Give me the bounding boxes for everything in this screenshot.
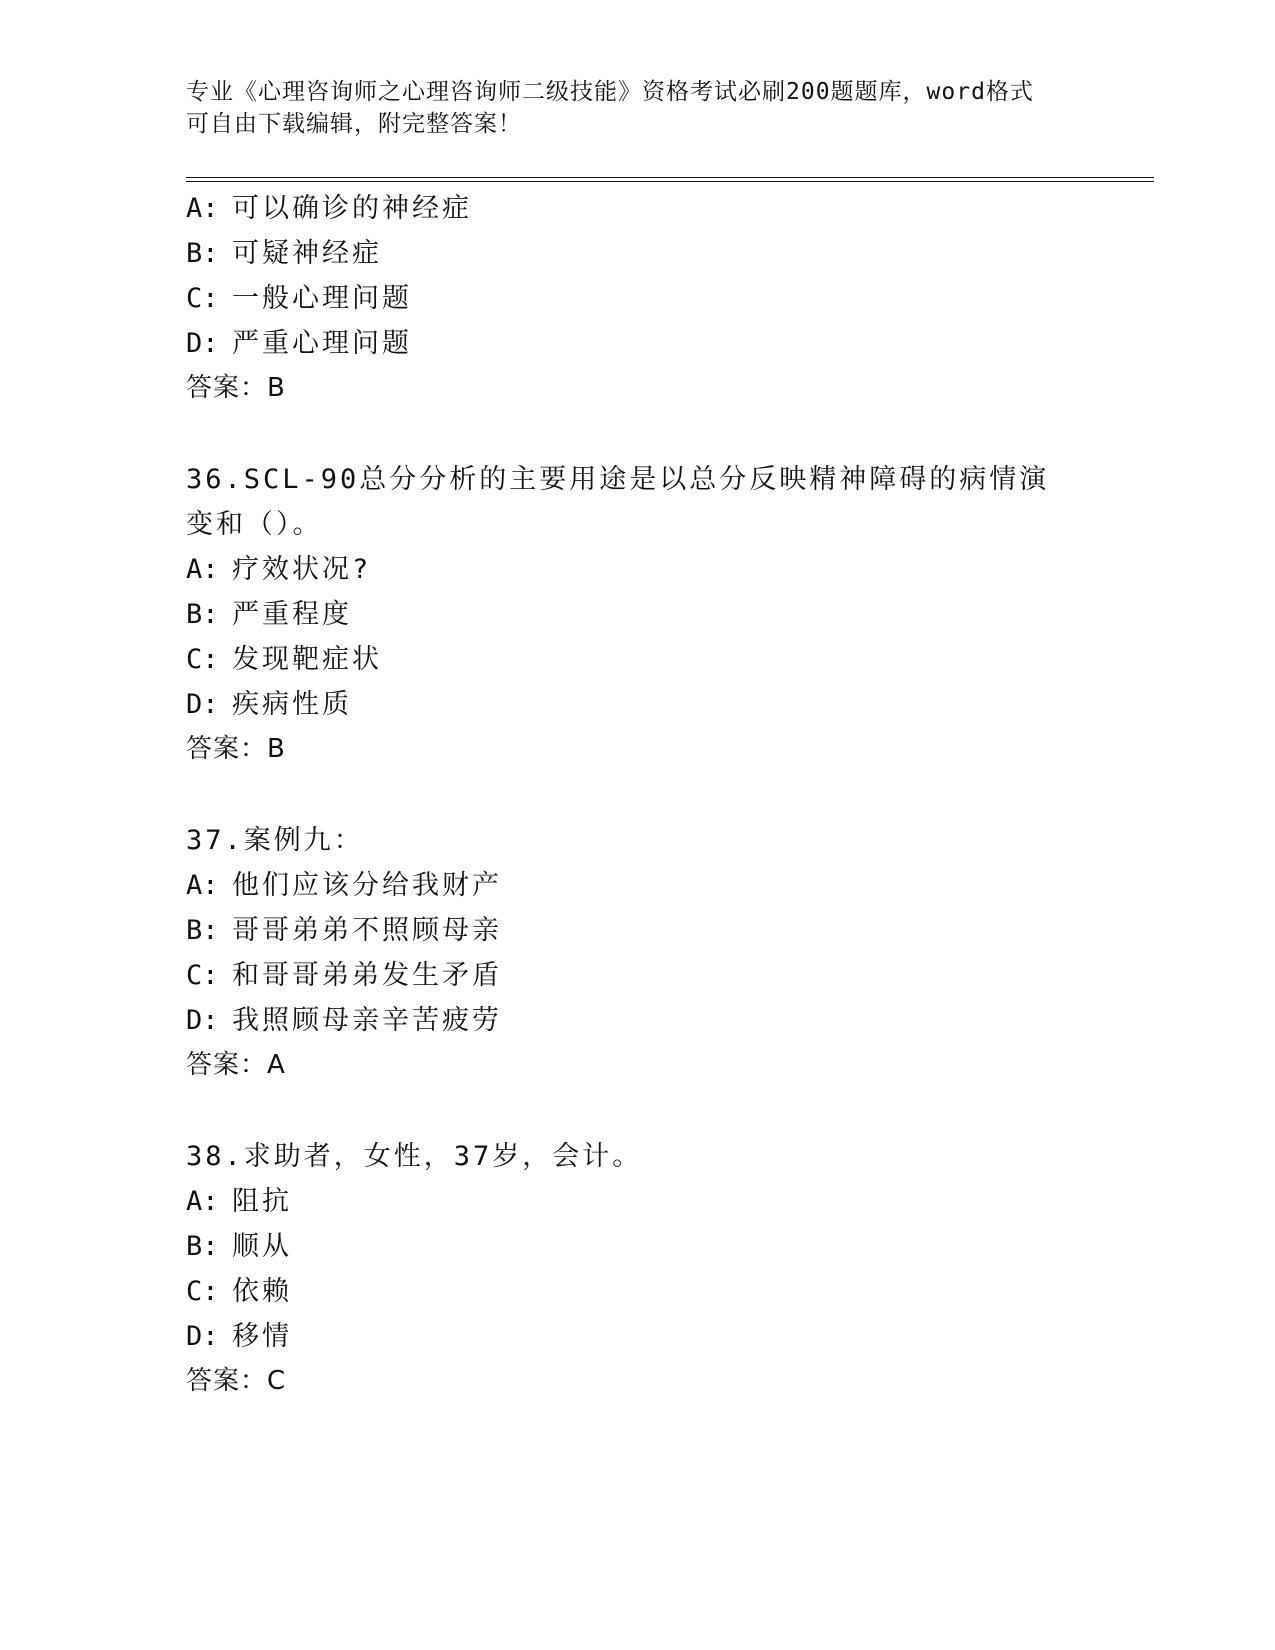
- option-c: C: 和哥哥弟弟发生矛盾: [186, 960, 502, 991]
- option-c: C: 一般心理问题: [186, 283, 412, 314]
- question-list: [186, 186, 1086, 1404]
- question-block: [186, 818, 1086, 1088]
- question-text: 36.SCL-90总分分析的主要用途是以总分反映精神障碍的病情演变和（）。: [186, 464, 1050, 540]
- option-b: B: 顺从: [186, 1231, 292, 1262]
- option-d: D: 严重心理问题: [186, 328, 412, 359]
- answer-line: 答案：A: [186, 1050, 286, 1080]
- question-block: [186, 186, 1086, 411]
- option-a: A: 他们应该分给我财产: [186, 870, 502, 901]
- option-a: A: 可以确诊的神经症: [186, 193, 472, 224]
- option-a: A: 疗效状况?: [186, 554, 372, 585]
- document-header: [186, 76, 1066, 140]
- option-d: D: 疾病性质: [186, 689, 352, 720]
- question-block: [186, 457, 1086, 772]
- spacer: [186, 1088, 1086, 1134]
- spacer: [186, 411, 1086, 457]
- header-rule-bottom: [186, 181, 1154, 182]
- answer-line: 答案：B: [186, 373, 286, 403]
- spacer: [186, 772, 1086, 818]
- option-c: C: 依赖: [186, 1276, 292, 1307]
- answer-line: 答案：B: [186, 734, 286, 764]
- question-block: [186, 1134, 1086, 1404]
- option-b: B: 哥哥弟弟不照顾母亲: [186, 915, 502, 946]
- question-text: 37.案例九：: [186, 825, 364, 856]
- option-c: C: 发现靶症状: [186, 644, 382, 675]
- option-a: A: 阻抗: [186, 1186, 292, 1217]
- option-b: B: 可疑神经症: [186, 238, 382, 269]
- option-b: B: 严重程度: [186, 599, 352, 630]
- header-line-2: 可自由下载编辑，附完整答案！: [186, 111, 522, 137]
- header-rule-top: [186, 177, 1154, 178]
- question-text: 38.求助者，女性，37岁，会计。: [186, 1141, 643, 1172]
- option-d: D: 我照顾母亲辛苦疲劳: [186, 1005, 502, 1036]
- header-line-1: 专业《心理咨询师之心理咨询师二级技能》资格考试必刷200题题库，word格式: [186, 79, 1034, 105]
- option-d: D: 移情: [186, 1321, 292, 1352]
- answer-line: 答案：C: [186, 1366, 287, 1396]
